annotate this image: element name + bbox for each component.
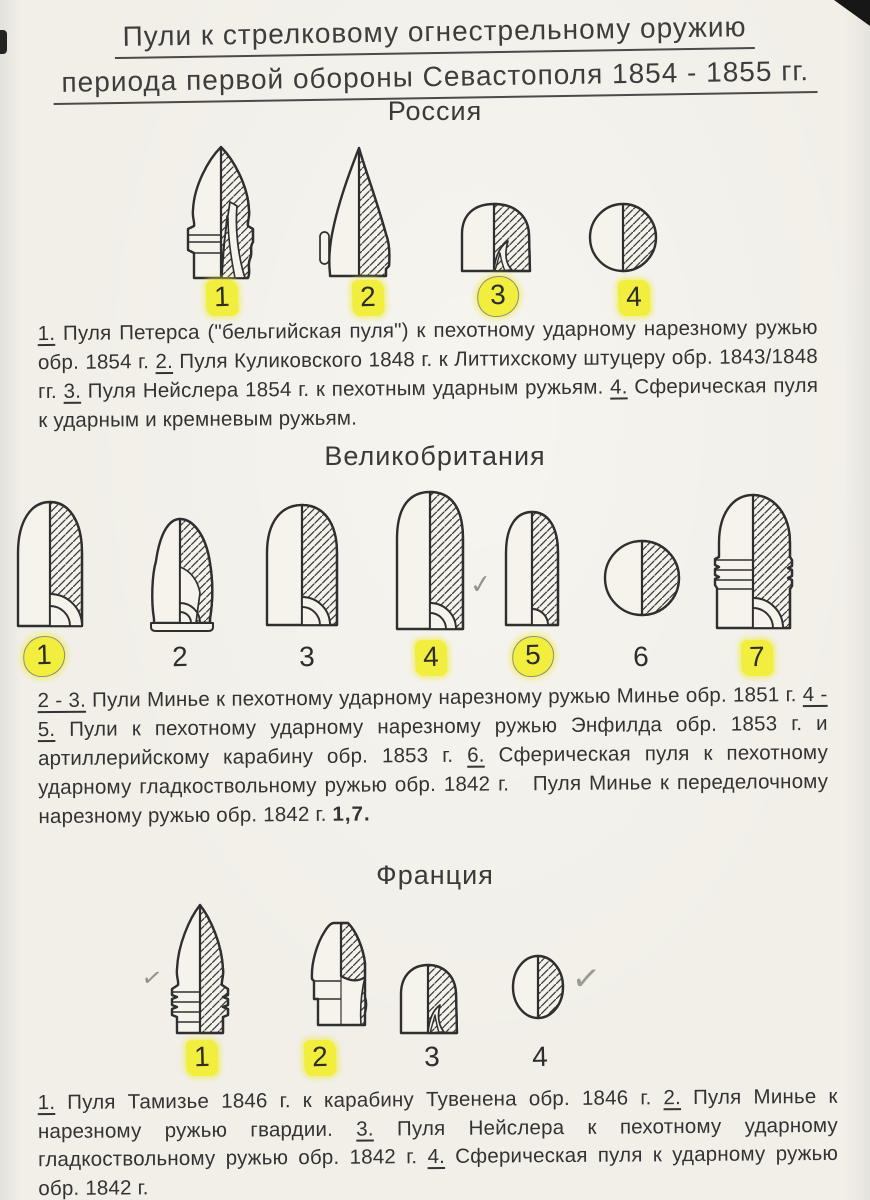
bullet-figure-enfield-4: [392, 489, 468, 637]
caption-text: Сферическая пуля к ударным и кремневым ружьям.: [38, 373, 819, 433]
section-heading-britain: Великобритания: [324, 441, 546, 471]
bullet-figure-carbine-5: [502, 509, 562, 633]
caption-text: Пуля Куликовского 1848 г. к Литтихскому штуцеру обр. 1843/1848 гг.: [38, 344, 818, 404]
title-line-2: периода первой обороны Севастополя 1854 - 1855 гг.: [28, 55, 842, 106]
caption-text: Пуля Петерса ("бельгийская пуля") к пехотному ударному нарезному ружью обр. 1854 г.: [37, 315, 818, 375]
bullet-figure-peters: [181, 144, 261, 286]
caption-text: Сферическая пуля к ударному ружью обр. 1842 г.: [38, 1141, 839, 1200]
figure-number: 4: [618, 280, 651, 317]
caption-text: Пуля Минье к нарезному ружью гвардии.: [37, 1084, 838, 1143]
bullet-figure-kulikovsky: [317, 146, 399, 283]
figure-number: 7: [741, 640, 774, 677]
bullet-figure-tamisier: [167, 903, 233, 1042]
caption-france: [38, 1083, 839, 1200]
caption-russia: [38, 313, 819, 435]
caption-britain: [37, 680, 828, 831]
bullet-figure-sphere: [588, 202, 658, 278]
scan-artifact-edge: [0, 30, 7, 54]
figure-number: 4: [531, 1040, 549, 1073]
caption-text: Пуля Нейслера к пехотному ударному гладкоствольному ружью обр. 1842 г.: [38, 1113, 838, 1172]
bullet-figure-enfield-3: [262, 501, 342, 633]
caption-ref-number: 2.: [155, 350, 174, 374]
caption-ref-number: 6.: [467, 743, 485, 767]
caption-ref-number: 4.: [610, 375, 628, 399]
caption-text: Сферическая пуля к пехотному ударному гладкоствольному ружью обр. 1842 г. Пуля Минье к переделочному нарезному ружью обр. 1842 г.: [38, 740, 829, 829]
pencil-check-mark: ✓: [139, 962, 165, 994]
pencil-check-mark: ✓: [468, 568, 494, 602]
caption-text: Пуля Нейслера 1854 г. к пехотным ударным ружьям.: [80, 375, 611, 403]
caption-ref-number: 3.: [356, 1117, 374, 1141]
caption-ref-number: 1.: [37, 1091, 56, 1115]
pencil-check-mark: ✓: [569, 957, 603, 1001]
section-heading-russia: Россия: [387, 96, 483, 126]
bullet-figure-minie-1: [13, 497, 87, 634]
bullet-figure-neissler-france: [397, 961, 460, 1041]
figure-number: 3: [298, 640, 316, 673]
bullet-figure-minie-conversion-7: [712, 491, 795, 636]
figure-number: 3: [477, 275, 520, 317]
caption-ref-number: 2 - 3.: [37, 688, 87, 713]
figure-number: 1: [206, 280, 239, 317]
caption-text: Пуля Тамизье 1846 г. к карабину Тувенена обр. 1846 г.: [55, 1086, 664, 1115]
figure-number: 1: [23, 635, 66, 677]
caption-ref-number: 2.: [663, 1086, 682, 1110]
title-line-1: Пули к стрелковому огнестрельному оружию: [27, 10, 841, 61]
figure-number: 3: [423, 1040, 441, 1073]
figure-number: 2: [352, 280, 385, 317]
figure-number: 6: [632, 640, 650, 673]
caption-text: Пули Минье к пехотному ударному нарезному ружью Минье обр. 1851 г.: [85, 683, 803, 712]
section-heading-france: Франция: [376, 860, 494, 890]
caption-ref-number: 3.: [63, 379, 82, 403]
caption-ref-number: 1.: [37, 321, 56, 346]
figure-number: 4: [415, 640, 448, 677]
figure-number: 2: [171, 640, 189, 673]
bullet-figure-sphere-6: [602, 538, 682, 623]
bullet-figure-minie-2: [146, 515, 218, 638]
caption-text: 1,7.: [332, 802, 371, 826]
figure-number: 5: [512, 635, 555, 677]
caption-ref-number: 4.: [427, 1144, 446, 1169]
caption-ref-number: 4 - 5.: [37, 682, 828, 742]
caption-text: Пули к пехотному ударному нарезному ружью Энфилда обр. 1853 г. и артиллерийскому карабину обр. 1853 г.: [37, 711, 828, 771]
figure-number: 1: [186, 1040, 219, 1077]
bullet-figure-neissler: [457, 200, 535, 279]
bullet-figure-minie-guard: [308, 921, 370, 1032]
bullet-figure-sphere-france: [511, 954, 565, 1025]
figure-number: 2: [304, 1040, 337, 1077]
